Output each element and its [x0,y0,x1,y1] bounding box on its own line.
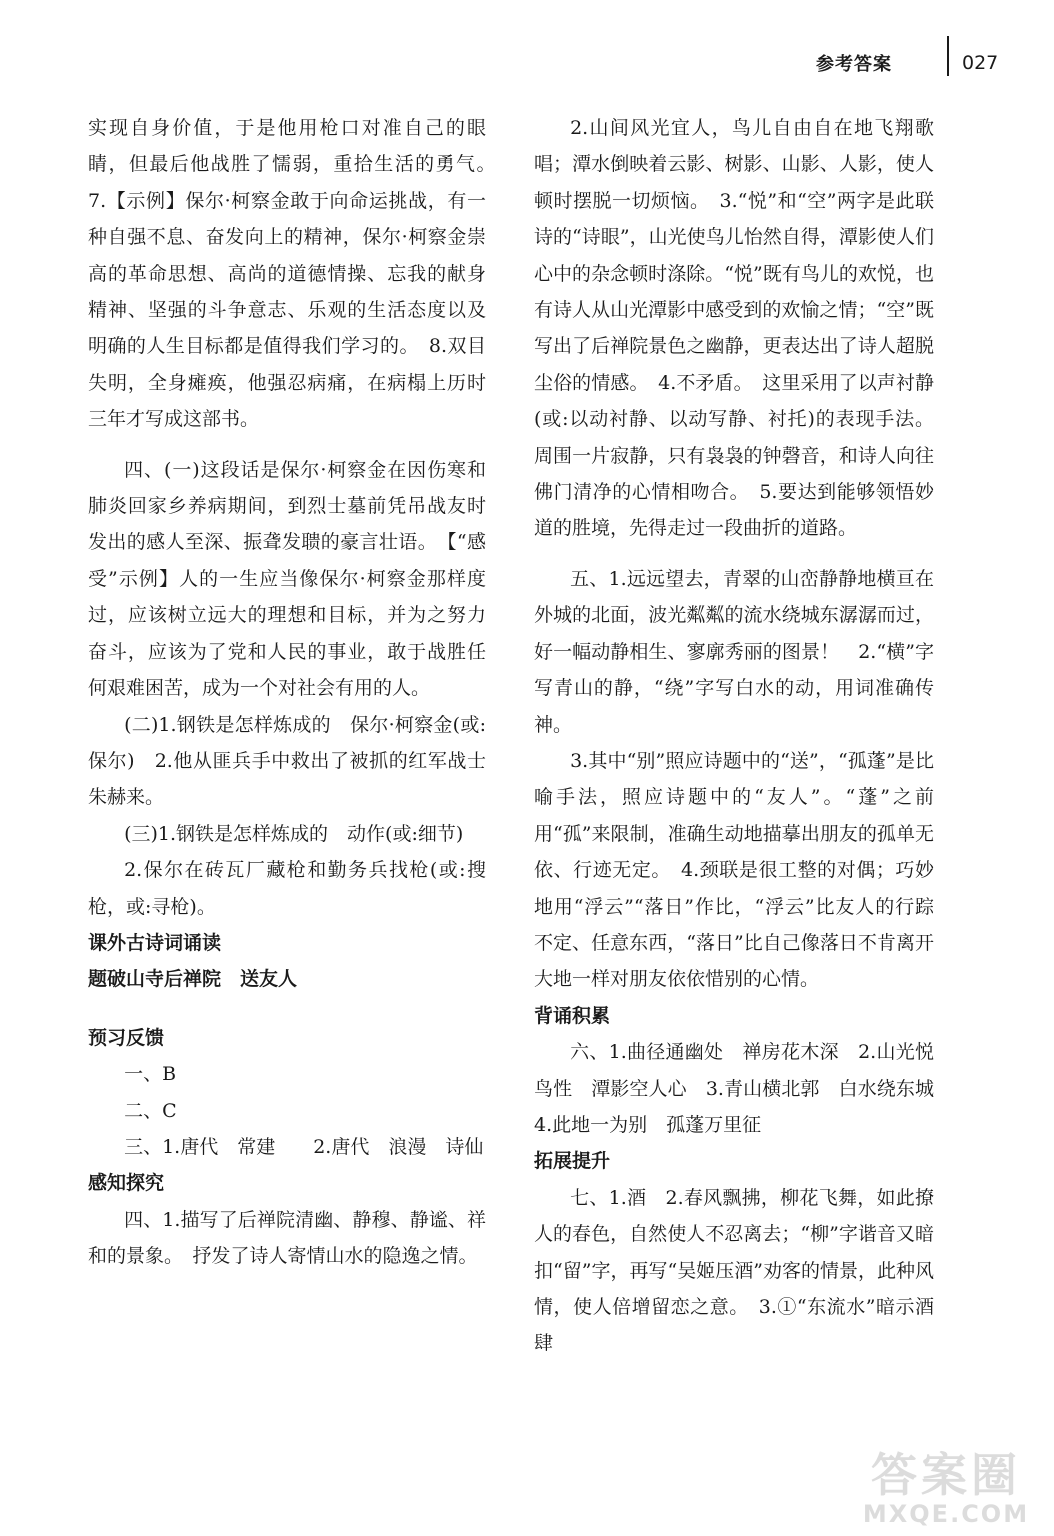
answer-line: 三、1.唐代 常建 2.唐代 浪漫 诗仙 [124,1135,484,1158]
site-watermark: 答案圈 MXQE.COM [862,1448,1030,1528]
answer-line: 二、C [124,1099,177,1122]
recite-heading: 背诵积累 [534,1004,611,1027]
answer-paragraph: 3.其中“别”照应诗题中的“送”，“孤蓬”是比喻手法，照应诗题中的“友人”。“蓬”之前用“孤”来限制，准确生动地描摹出朋友的孤单无依、行迹无定。 4.颈联是很工整的对偶；巧妙地用“浮云”“落日”作比，“浮云”比友人的行踪不定、任意东西，“落日”比自己像落日不肯离开大地一样对朋友依依惜别的心情。 [534,749,934,991]
page-number: 027 [962,52,999,74]
answer-paragraph: 实现自身价值，于是他用枪口对准自己的眼睛，但最后他战胜了懦弱，重拾生活的勇气。 7.【示例】保尔·柯察金敢于向命运挑战，有一种自强不息、奋发向上的精神，保尔·柯察金崇高的革命思想、高尚的道德情操、忘我的献身精神、坚强的斗争意志、乐观的生活态度以及明确的人生目标都是值得我们学习的。 8.双目失明，全身瘫痪，他强忍病痛，在病榻上历时三年才写成这部书。 [88,117,506,431]
answer-paragraph: 2.保尔在砖瓦厂藏枪和勤务兵找枪(或:搜枪，或:寻枪)。 [88,859,486,918]
answer-paragraph: (三)1.钢铁是怎样炼成的 动作(或:细节) [124,822,464,845]
answer-paragraph: 六、1.曲径通幽处 禅房花木深 2.山光悦鸟性 潭影空人心 3.青山横北郭 白水绕东城 4.此地一为别 孤蓬万里征 [534,1041,954,1136]
explore-heading: 感知探究 [88,1172,165,1195]
poem-titles: 题破山寺后禅院 送友人 [88,968,298,991]
right-column [534,110,954,1362]
left-column [88,110,506,1275]
extend-heading: 拓展提升 [534,1150,611,1173]
section-label: 参考答案 [816,54,892,75]
header-divider [947,36,949,76]
answer-paragraph: 四、(一)这段话是保尔·柯察金在因伤寒和肺炎回家乡养病期间，到烈士墓前凭吊战友时发出的感人至深、振聋发聩的豪言壮语。 【“感受”示例】人的一生应当像保尔·柯察金那样度过，应该树立远大的理想和目标，并为之努力奋斗，应该为了党和人民的事业，敢于战胜任何艰难困苦，成为一个对社会有用的人。 [88,458,486,700]
answer-paragraph: (二)1.钢铁是怎样炼成的 保尔·柯察金(或:保尔) 2.他从匪兵手中救出了被抓的红军战士朱赫来。 [88,713,486,809]
answer-paragraph: 四、1.描写了后禅院清幽、静穆、静谧、祥和的景象。 抒发了诗人寄情山水的隐逸之情。 [88,1208,486,1268]
answer-paragraph: 2.山间风光宜人，鸟儿自由自在地飞翔歌唱；潭水倒映着云影、树影、山影、人影，使人顿时摆脱一切烦恼。 3.“悦”和“空”两字是此联诗的“诗眼”，山光使鸟儿怡然自得，潭影使人们心中的杂念顿时涤除。“悦”既有鸟儿的欢悦，也有诗人从山光潭影中感受到的欢愉之情；“空”既写出了后禅院景色之幽静，更表达出了诗人超脱尘俗的情感。 4.不矛盾。 这里采用了以声衬静(或:以动衬静、以动写静、衬托)的表现手法。周围一片寂静，只有袅袅的钟磬音，和诗人向往佛门清净的心情相吻合。 5.要达到能够领悟妙道的胜境，先得走过一段曲折的道路。 [534,117,934,540]
answer-paragraph: 七、1.酒 2.春风飘拂，柳花飞舞，如此撩人的春色，自然使人不忍离去；“柳”字谐音又暗扣“留”字，再写“吴姬压酒”劝客的情景，此种风情，使人倍增留恋之意。 3.①“东流水”暗示酒肆 [534,1186,934,1355]
preview-heading: 预习反馈 [88,1026,165,1049]
answer-line: 一、B [124,1063,177,1086]
section-title: 课外古诗词诵读 [88,931,222,954]
answer-paragraph: 五、1.远远望去，青翠的山峦静静地横亘在外城的北面，波光粼粼的流水绕城东潺潺而过，好一幅动静相生、寥廓秀丽的图景！ 2.“横”字写青山的静，“绕”字写白水的动，用词准确传神。 [534,567,934,736]
